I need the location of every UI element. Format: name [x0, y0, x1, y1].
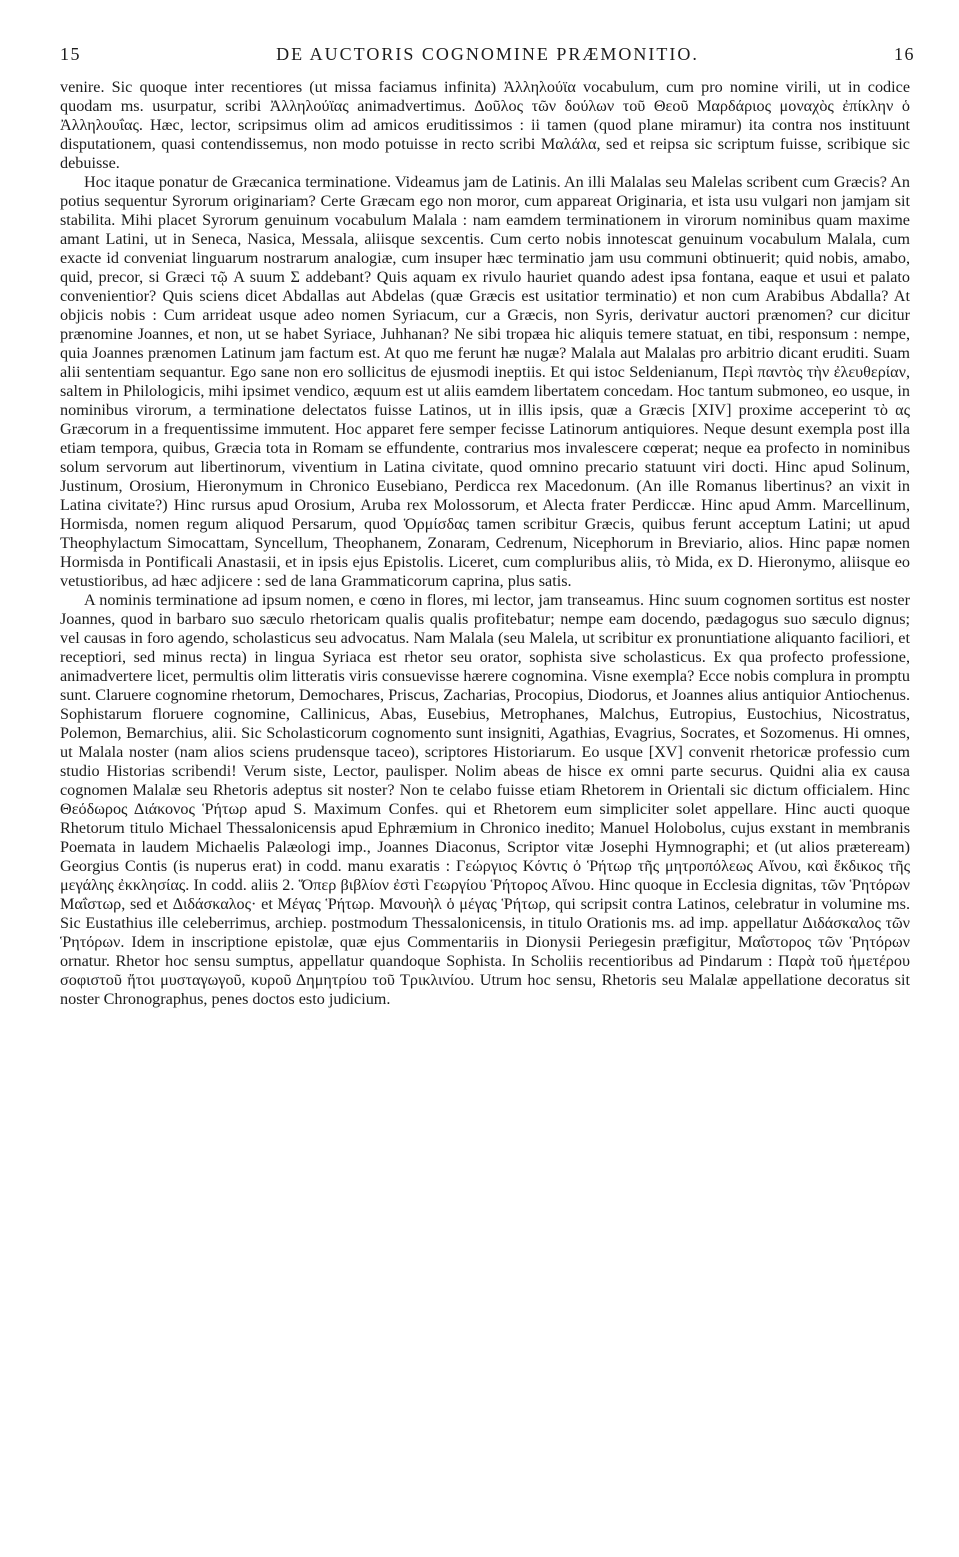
running-header: [60, 44, 915, 70]
body-text: [60, 78, 910, 1009]
paragraph: Hoc itaque ponatur de Græcanica terminatione. Videamus jam de Latinis. An illi Malalas seu Malelas scribent cum Græcis? An potius sequentur Syrorum originariam? Certe Græcam ego non moror, cum appareat Originaria, et ista usu vulgari non jamjam sit stabilita. Mihi placet Syrorum genuinum vocabulum Malala : nam eamdem terminationem in virorum nominibus quam maxime amant Latini, ut in Seneca, Nasica, Messala, aliisque sexcentis. Cum certo nobis innotescat genuinum vocabulum Malala, cum exacte id conveniat linguarum nostrarum analogiæ, cum insuper hæc terminatio jam usu communi obtinuerit; quid nobis, amabo, quid, precor, si Græci τῷ A suum Σ addebant? Quis aquam ex rivulo hauriet quando adest ipsa fontana, eaque et usui et palato convenientior? Quis sciens dicet Abdallas aut Abdelas (quæ Græcis est usitatior terminatio) et non cum Arabibus Abdalla? At objicis nobis : Cum arrideat usque adeo nomen Syriacum, cur a Græcis, non Syris, derivatur auctori prænomen? cur dicitur prænomine Joannes, et non, ut se habet Syriace, Juhhanan? Ne sibi tropæa hic aliquis temere statuat, en tibi, responsum : nempe, quia Joannes prænomen Latinum jam factum est. At quo me ferunt hæ nugæ? Malala aut Malalas pro arbitrio dicant eruditi. Suam alii sententiam sequantur. Ego sane non ero sollicitus de ejusmodi ineptiis. Et qui istoc Seldenianum, Περὶ παντὸς τὴν ἐλευθερίαν, saltem in Philologicis, mihi ipsimet vendico, æquum est ut aliis eamdem libertatem concedam. Hoc tantum submoneo, eo usque, in nominibus virorum, a terminatione delectatos fuisse Latinos, ut in illis ipsis, quæ a Græcis [XIV] proxime acceperint τὸ ας Græcorum in a frequentissime immutent. Hoc apparet fere semper fecisse Latinorum antiquiores. Neque desunt exempla post illa etiam tempora, quibus, Græcia tota in Romam se effundente, contrarius mos invalescere cœperat; neque ea profecto in nominibus solum servorum aut libertinorum, viventium in Latina civitate, quod omnino precario statuunt viri docti. Hinc apud Solinum, Justinum, Orosium, Hieronymum in Chronico Eusebiano, Perdicca rex Macedonum. (An ille Romanus libertinus? an vixit in Latina civitate?) Hinc rursus apud Orosium, Aruba rex Molossorum, et Alecta frater Perdiccæ. Hinc apud Amm. Marcellinum, Hormisda, nomen regum aliquod Persarum, quod Ὁρμίσδας tamen scribitur Græcis, quibus ferunt acceptum Latini; ut apud Theophylactum Simocattam, Syncellum, Theophanem, Zonaram, Cedrenum, Nicephorum in Breviario, alios. Hinc papæ nomen Hormisda in Pontificali Anastasii, et in ipsis ejus Epistolis. Liceret, cum compluribus aliis, τὸ Mida, ex D. Hieronymo, aliisque eo vetustioribus, ad hæc adjicere : sed de lana Grammaticorum caprina, plus satis.: [60, 173, 910, 590]
left-page-number: 15: [60, 44, 81, 64]
paragraph: A nominis terminatione ad ipsum nomen, e cœno in flores, mi lector, jam transeamus. Hinc suum cognomen sortitus est noster Joannes, quod in barbaro suo sæculo rhetoricam qualis qualis profitebatur; nempe eam docendo, pædagogus suo sæculo dignus; vel causas in foro agendo, scholasticus seu advocatus. Nam Malala (seu Malela, ut scribitur ex pronuntiatione aliquanto faciliori, et receptiori, sed minus recta) in lingua Syriaca est rhetor seu orator, sophista sive scholasticus. Ex qua profecto professione, animadvertere licet, permultis olim litteratis viris consuevisse hærere cognomina. Visne exempla? Ecce nobis complura in promptu sunt. Claruere cognomine rhetorum, Demochares, Priscus, Zacharias, Procopius, Diodorus, et Joannes alius antiquior Antiochenus. Sophistarum floruere cognomine, Callinicus, Abas, Eusebius, Metrophanes, Malchus, Eutropius, Eustochius, Nicostratus, Polemon, Bemarchius, alii. Sic Scholasticorum cognomento sunt insigniti, Agathias, Evagrius, Socrates, et Sozomenus. Hi omnes, ut Malala noster (nam alios sciens prudensque taceo), scriptores Historiarum. Eo usque [XV] convenit rhetoricæ professio cum studio Historias scribendi! Verum siste, Lector, paulisper. Nolim abeas de hisce ex omni parte securus. Quidni alia ex causa cognomen Malalæ seu Rhetoris adeptus sit noster? Non te celabo fuisse etiam Rhetorem in Orientali sic dictum officialem. Hinc Θεόδωρος Διάκονος Ῥήτωρ apud S. Maximum Confes. qui et Rhetorem eum simpliciter solet appellare. Hinc aucti quoque Rhetorum titulo Michael Thessalonicensis apud Ephræmium in Chronico inedito; Manuel Holobolus, cujus exstant in membranis Poemata in laudem Michaelis Palæologi imp., Joannes Diaconus, Scriptor vitæ Josephi Hymnographi; et (ut alios præteream) Georgius Contis (is nuperus erat) in codd. manu exaratis : Γεώργιος Κόντις ὁ Ῥήτωρ τῆς μητροπόλεως Αἴνου, καὶ ἔκδικος τῆς μεγάλης ἐκκλησίας. In codd. aliis 2. Ὅπερ βιβλίον ἐστὶ Γεωργίου Ῥήτορος Αἴνου. Hinc quoque in Ecclesia dignitas, τῶν Ῥητόρων Μαΐστωρ, sed et Διδάσκαλος· et Μέγας Ῥήτωρ. Μανουὴλ ὁ μέγας Ῥήτωρ, qui scripsit contra Latinos, celebratur in volumine ms. Sic Eustathius ille celeberrimus, archiep. postmodum Thessalonicensis, in titulo Orationis ms. ad imp. appellatur Διδάσκαλος τῶν Ῥητόρων. Idem in inscriptione epistolæ, quæ ejus Commentariis in Dionysii Periegesin præfigitur, Μαΐστορος τῶν Ῥητόρων ornatur. Rhetor hoc sensu sumptus, appellatur quandoque Sophista. In Scholiis recentioribus ad Pindarum : Παρὰ τοῦ ἡμετέρου σοφιστοῦ ἤτοι μυσταγωγοῦ, κυροῦ Δημητρίου τοῦ Τρικλινίου. Utrum hoc sensu, Rhetoris seu Malalæ appellatione decoratus sit noster Chronographus, penes doctos esto judicium.: [60, 591, 910, 1008]
running-title: DE AUCTORIS COGNOMINE PRÆMONITIO.: [276, 44, 699, 64]
right-page-number: 16: [894, 44, 915, 64]
paragraph: venire. Sic quoque inter recentiores (ut missa faciamus infinita) Ἀλληλούϊα vocabulum, cum pro nomine virili, ut in codice quodam ms. usurpatur, scribi Ἀλληλούϊας animadvertimus. Δοῦλος τῶν δούλων τοῦ Θεοῦ Μαρδάριος μοναχὸς ἐπίκλην ὁ Ἀλληλουΐας. Hæc, lector, scripsimus olim ad amicos eruditissimos : ii tamen (quod plane miramur) ita contra nos instituunt disputationem, quasi contendissemus, non modo potuisse in recto scribi Μαλάλα, sed et reipsa sic scriptum fuisse, scribique sic debuisse.: [60, 78, 910, 172]
